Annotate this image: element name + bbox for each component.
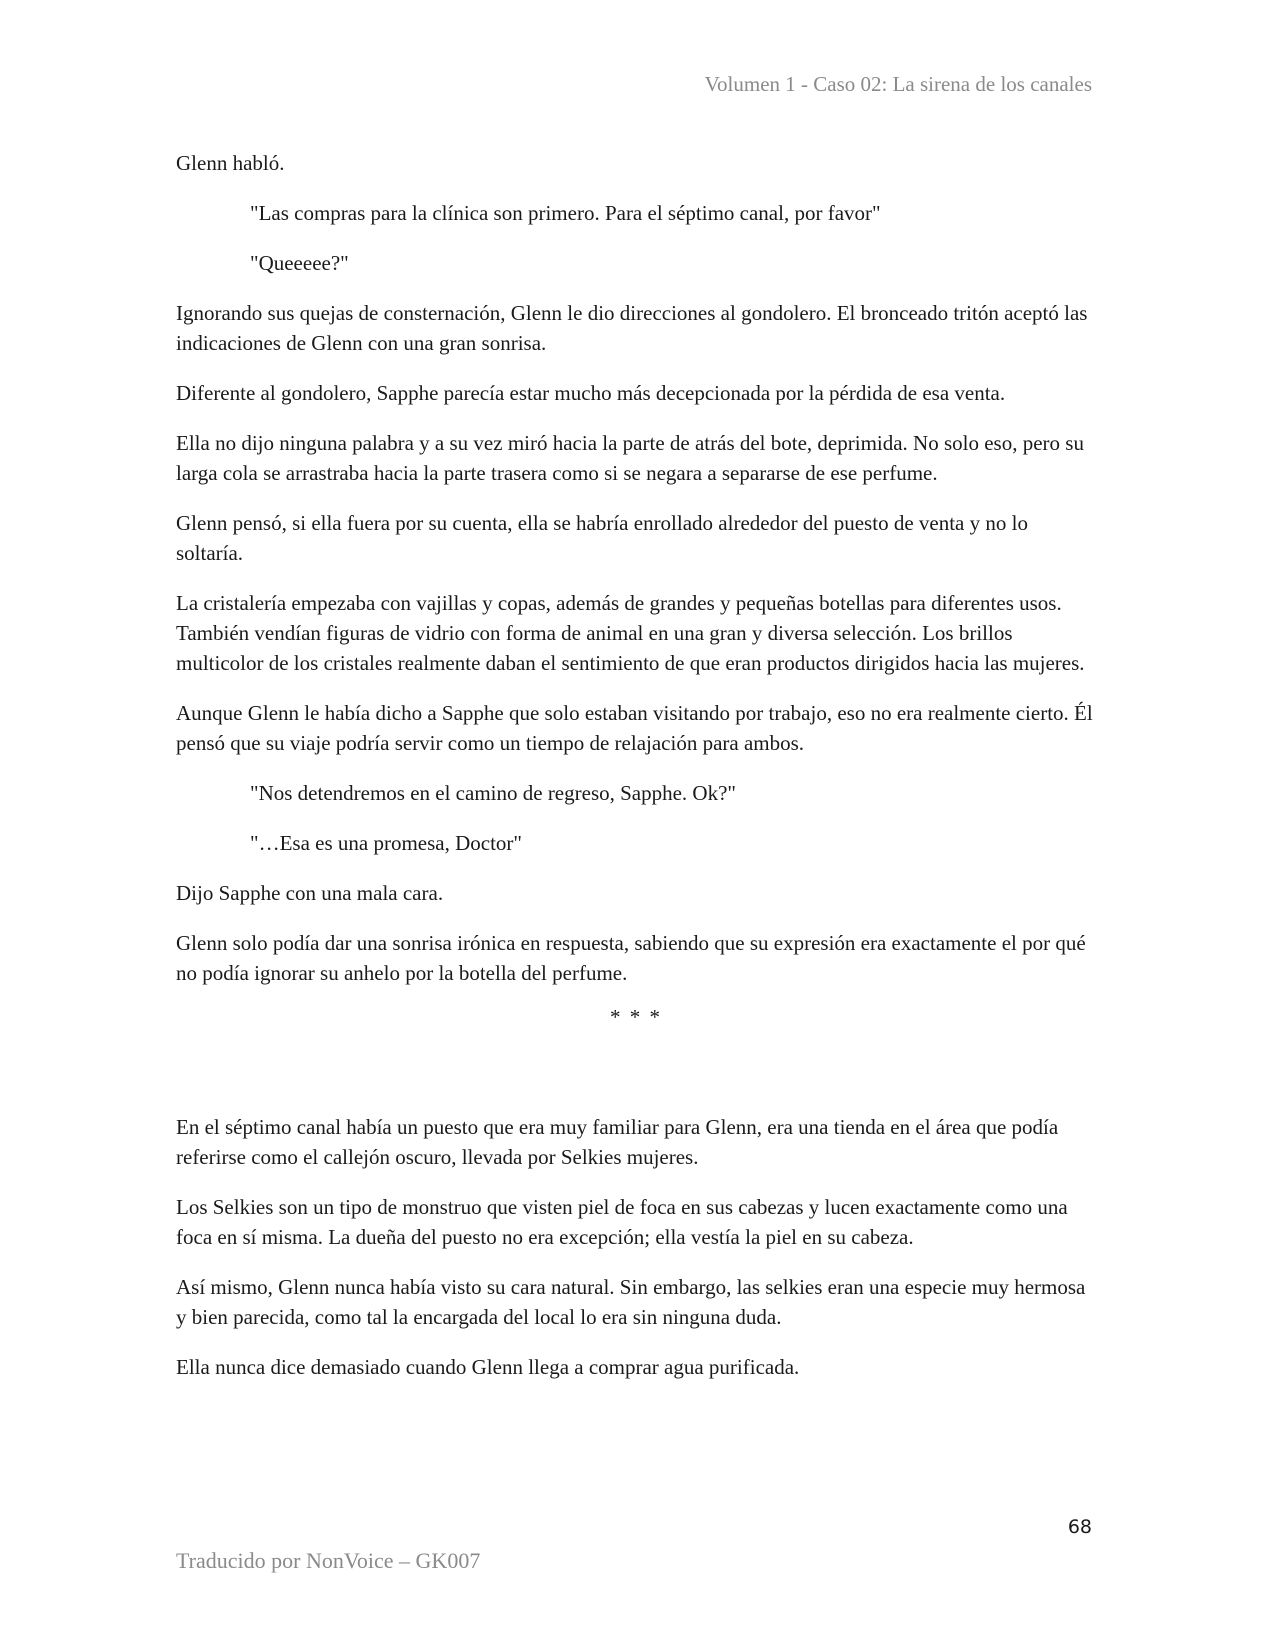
paragraph: Dijo Sapphe con una mala cara. <box>176 881 444 905</box>
paragraph: Ella nunca dice demasiado cuando Glenn llega a comprar agua purificada. <box>176 1355 800 1379</box>
paragraph: Ignorando sus quejas de consternación, Glenn le dio direcciones al gondolero. El bronceado tritón aceptó las indicaciones de Glenn con una gran sonrisa. <box>176 301 1088 355</box>
dialogue-line: "Queeeee?" <box>250 251 349 275</box>
dialogue-line: "Nos detendremos en el camino de regreso, Sapphe. Ok?" <box>250 781 736 805</box>
section-before-break <box>176 148 1096 988</box>
running-header: Volumen 1 - Caso 02: La sirena de los canales <box>704 72 1092 96</box>
paragraph: Aunque Glenn le había dicho a Sapphe que solo estaban visitando por trabajo, eso no era realmente cierto. Él pensó que su viaje podría servir como un tiempo de relajación para ambos. <box>176 701 1093 755</box>
paragraph: Ella no dijo ninguna palabra y a su vez miró hacia la parte de atrás del bote, deprimida. No solo eso, pero su larga cola se arrastraba hacia la parte trasera como si se negara a separarse de ese perfume. <box>176 431 1084 485</box>
dialogue-line: "…Esa es una promesa, Doctor" <box>250 831 522 855</box>
page-body <box>176 148 1096 1402</box>
paragraph: Diferente al gondolero, Sapphe parecía estar mucho más decepcionada por la pérdida de esa venta. <box>176 381 1006 405</box>
paragraph: Glenn pensó, si ella fuera por su cuenta, ella se habría enrollado alrededor del puesto de venta y no lo soltaría. <box>176 511 1028 565</box>
paragraph: Glenn habló. <box>176 151 285 175</box>
paragraph: Los Selkies son un tipo de monstruo que visten piel de foca en sus cabezas y lucen exactamente como una foca en sí misma. La dueña del puesto no era excepción; ella vestía la piel en su cabeza. <box>176 1195 1068 1249</box>
dialogue-line: "Las compras para la clínica son primero. Para el séptimo canal, por favor" <box>250 201 881 225</box>
scene-break-separator: * * * <box>610 1005 662 1029</box>
paragraph: Glenn solo podía dar una sonrisa irónica en respuesta, sabiendo que su expresión era exactamente el por qué no podía ignorar su anhelo por la botella del perfume. <box>176 931 1086 985</box>
paragraph: La cristalería empezaba con vajillas y copas, además de grandes y pequeñas botellas para diferentes usos. También vendían figuras de vidrio con forma de animal en una gran y diversa selección. Los brillos multicolor de los cristales realmente daban el sentimiento de que eran productos dirigidos hacia las mujeres. <box>176 591 1085 675</box>
translator-credit-footer: Traducido por NonVoice – GK007 <box>176 1548 481 1573</box>
paragraph: Así mismo, Glenn nunca había visto su cara natural. Sin embargo, las selkies eran una especie muy hermosa y bien parecida, como tal la encargada del local lo era sin ninguna duda. <box>176 1275 1086 1329</box>
paragraph: En el séptimo canal había un puesto que era muy familiar para Glenn, era una tienda en el área que podía referirse como el callejón oscuro, llevada por Selkies mujeres. <box>176 1115 1059 1169</box>
section-after-break <box>176 1112 1096 1382</box>
page-number: 68 <box>1067 1516 1092 1538</box>
